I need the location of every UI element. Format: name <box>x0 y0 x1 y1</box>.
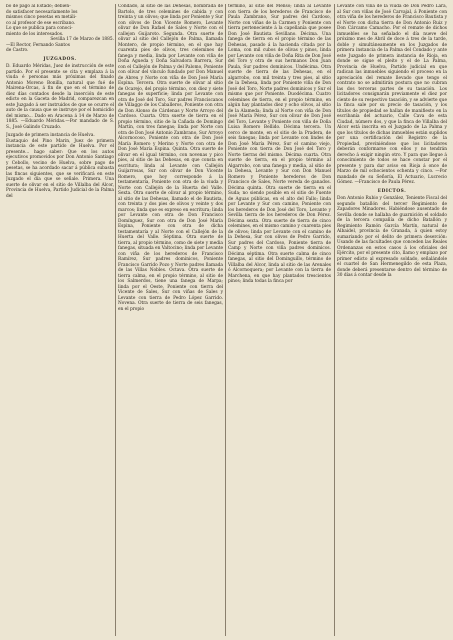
notice-line: Lo que se publica para conoci- <box>6 26 73 31</box>
notice-line: miento de los interesados. <box>6 31 64 37</box>
article-heading: Juzgado de primera instancia de Huelva. <box>6 133 95 138</box>
column-divider <box>225 4 226 636</box>
article-body: Don Antonio Rubio y González, Teniente Fiscal del segundo batallón del tercer Regimiento de Zapadores Minadores. Habiéndose ausentado de Sevilla donde se hallaba de guarnición el soldado de la tercera compañía de dicho Batallón y Regimiento Ramón García Martín, natural de Albaidel, provincia de Granada, á quien estoy sumariando por el delito de primera deserción: Usando de las facultades que conceden las Reales Ordenanzas en estos casos á los oficiales del Ejército, por el presente cito, llamo y emplazo por primer edicto al expresado soldado, señalándole el cuartel de San Hermenegildo de esta Plaza, donde deberá presentarse dentro del término de 30 días á contar desde la <box>337 196 447 278</box>
notice-signature: de Castro. <box>6 48 29 53</box>
article-body: Eustaquio del Pino Marin, Juez de primera instancia de este partido de Huelva. Por el presente... hago saber: Que en los autos ejecutivos promovidos por Don Antonio Santiago y Cebollo, vecino de Huelva, sobre pago de pesetas, se ha acordado sacar á pública subasta las fincas siguientes, que se verificará en este Juzgado el día que se señale. Primera. Una suerte de olivar en el sitio de Villalba del Alcor, Provincia de Huelva, Partido Judicial de la Palma del <box>6 138 114 199</box>
notice-signature: —El Rector, Fernando Santos <box>6 42 70 48</box>
article-body: Levante con viña de la viuda de Don Pedro Lara, al Sur con viñas de José Carvajal, á Poniente con otra viña de los herederos de Francisco Bautista y el Norte con dicha tierra de Don Antonio Ruiz y Don Cárcamo Camacho. Por el remate de dichos inmuebles se ha señalado el día nueve del próximo mes de Abril de doce á tres de la tarde, doble y simultáneamente en los Juzgados de primera instancia de la Palma del Condado y ante este Juzgado de primera instancia de Rioja, en donde se sigue el pleito y el de La Palma, Provincia de Huelva, Partido judicial en que radican las inmuebles siguiendo el proceso en la apreciación del remate llevado que tengo el contrato no se admitirán postura que no cubran las dos terceras partes de su tasación. Los licitadores consignarán previamente el diez por ciento de su respectivo tasación, y se advierte que la finca sale por su precio de tasación, y los títulos de propiedad se hallan de manifiesto en la escribanía del actuario, Calle Cava de esta Ciudad, número dos, y que la finca de Villalba del Alcor está inscrita en el Juzgado de La Palma y que los títulos de dichas inmuebles están suplidos por una certificación del Registro de la Propiedad, previniéndose que los licitadores deberán conformarse con ellos y no tendrán derecho á exigir ningún otro. Y para que llegue á conocimiento de todos se hace constar por el presente y para dar aviso en Rioja á once de Marzo de mil ochocientos ochenta y cinco. —Por mandado de su Señoría, El Actuario, Lucrecio Gómez. —Francisco de Paula Pérez. <box>337 4 447 185</box>
notice-date: Sevilla 17 de Marzo de 1885. <box>50 37 114 42</box>
column-1 <box>6 4 114 636</box>
section-heading-juzgados: JUZGADOS. <box>43 56 77 62</box>
article-body: Condado, al sitio de las Dehesas, nombrada de Bartolo, de tres celemines de cabida y con treinta y un olivos; que linda por Poniente y Sur con olivos de Don Vicente Romero, Levante olivar de Don Rafael de Sales y Norte con el callejon Guijaroto. Segunda. Otra suerte de olivar al sitio del Callejón de Palma, llamada Montero, de propio término, en el que hay cuarenta pies de olivos, tres celemines de fanega y media, linda por Levante con viña de Doña Agueda y Doña Salvadora Barrera, Sur con el Callejón de Palma y del Palomo, Poniente con olivar del vínculo fundado por Don Manuel de Abreu y Norte con viña de Don José María Espina. Tercera. Otra suerte de olivar al sitio de Ocarejo, del propio término, con diez y siete fanegas de superficie; linda por Levante con otra de José del Toro, Sur padres Franciscanos de Villaggo de los Caballeros, Poniente con otra de Don Alonso de Cárdenas y Norte Arroyo del Cardoso. Cuarta. Otra suerte de tierra en el propio término, sitio de la Cañada de Domingo Martín, con tres fanegas; linda por Norte con otra de Don José Antonio Zambrano, Sur Arroyo Alcornocoso, Poniente con otra de Don José María Romero y Merino y Norte con otra de Don José María Espina. Quinta. Otra suerte de olivar en el igual término, con novenas y pico pies, al sitio de las Dehesas, en que consta en escritura; linda al Levante con Callejón Guijarrosas, Sur con olivar de Don Vicente Romero, que hoy corresponde á la testamentaría, Poniente con otra de la viuda y Norte con Callejón de la Huerta del Valle. Sexta. Otra suerte de olivar al propio término, al sitio de las Dehesas, llamado el de Bautista, con treinta y dos pies de olivos y veinte y dos marcos; linda que es expreso en escritura; linda por Levante con otra de Don Francisco Domínguez, Sur con otra de Don José María Espina, Poniente con otra de dicha testamentaría y al Norte con el Callejón de la Huerta del Valle. Séptima. Otra suerte de tierra, al propio término, como de siete y media fanegas, situada en Valtocino; linda por Levante con viña de los herederos de Francisco Ramírez, Sur padres dominicos, Poniente Francisco Garrido Pozo y Norte padres llamada de las Villas Nobles. Octava. Otra suerte de tierra calma, en el propio término, al sitio de los Salmerdos, tiene una fanega de Marpa; linda por el Oeste, Poniente con tierra del Vicente de Sales, Sur con viñas de Sales y Levante con tierra de Pedro López Garrido. Novena. Otra suerte de tierra de seis fanegas, en el propio <box>118 4 223 312</box>
column-divider <box>115 4 116 636</box>
notice-line: do satisfacer necesariamente los <box>6 9 78 15</box>
column-divider <box>334 4 335 636</box>
column-2 <box>118 4 223 636</box>
notice-line: bo de pago al Estado; debien- <box>6 4 71 9</box>
article-body: término, al sitio del Menso; linda al Levante con tierra de los herederos de Francisco de Paula Zambrano, Sur padres del Cardoso, Norte con viñas de la Carmen y Poniente con tierra perteneciente á la capellanía que posee Don José Bautista Sevillano. Décima. Una fanega de tierra en el propio término de las Dehesas, pasado á la hacienda citada por la Loma, con mil cubos de olivas y pinos, linda por Levante con viña de Doña Rita de Don José del Toro y otra de sus hermanos Don Juan Paula, Sur padres dominicos. Undécima. Otra suerte de tierra de las Dehesas, en el algarrobo, con mil treinta y tres pies, al sitio de la Dehesa, linda por Poniente viña de Don José del Toro, Norte padres dominicos y Sur el mismo que por Poniente. Duodécima. Cuatro celemines de tierra, en el propio término, en algún hay plantados diez y ocho olivos, al sitio de la Alameda; linda al Norte con viña de Don José María Pérez, Sur con olivar de Don José del Toro, Levante y Poniente con viña de Doña Luisa Romero Bellido. Décima tercera. Un cerco de monte, en el sitio de la Pradera, de seis fanegas; linda por Levante con lindes de Don José María Pérez, Sur el camino viejo, Poniente con tierra de Don José del Toro y Norte tierras del mismo. Décima cuarta. Otra suerte de tierra, en el propio término al Algarrobo, con una fanega y media, al sitio de la Dehesa, Levante y Sur con Don Manuel Romero y Poniente herederos de Don Francisco de Sales, Norte vereda de ganados. Décima quinta. Otra suerte de tierra en el Suda; no siendo posible en el sitio de Fuente de Aguas públicas, en el alto del Fallo; linda por Levante y Sur con camino, Poniente con los herederos de Don José del Toro, Levante y Sevilla tierra de los herederos de Don Pérez. Décima sexta. Otra suerte de tierra de cinco celemines, en el mismo camino y cuarenta pies de olivos; linda por Levante con el camino de la Dehesa, Sur con olivos de Pedro Garrido, Sur padres del Cardoso, Poniente tierra de Camp y Norte con viña padres dominicos. Décima séptima. Otra suerte calma de cinco fanegas, al sitio del Dominguillo, término de Villalba del Alcor, linda al sitio de las Arenales ó Alcornoquera; por Levante con la tierra de Marchena, en que hay plantados trescientos pinos; linda todas la finca por <box>228 4 331 284</box>
section-heading-edictos: EDICTOS. <box>377 188 407 194</box>
article-body: D. Eduardo Méridas, Juez de instrucción de este partido. Por el presente se cita y emplaza á la viuda é personas más próximas del finado Antonio Moreno Bonilla, natural que fué de Mairena-Orcas, á fin de que en el término de diez días contados desde la inserción de este edicto en la Gaceta de Madrid, comparezcan en este Juzgado á ser instruidos de que se ocurre el auto de la causa que se instruye por el homicidio del mismo... Dado en Aracena á 14 de Marzo de 1885. —Eduardo Méridas.—Por mandado de S. S., José Galindo Cruzado. <box>6 64 114 130</box>
notice-line: co al profesor de ese escribano. <box>6 20 76 26</box>
notice-line: mismos cinco pesetas en metáli- <box>6 15 77 20</box>
column-4 <box>337 4 447 636</box>
column-3 <box>228 4 331 636</box>
